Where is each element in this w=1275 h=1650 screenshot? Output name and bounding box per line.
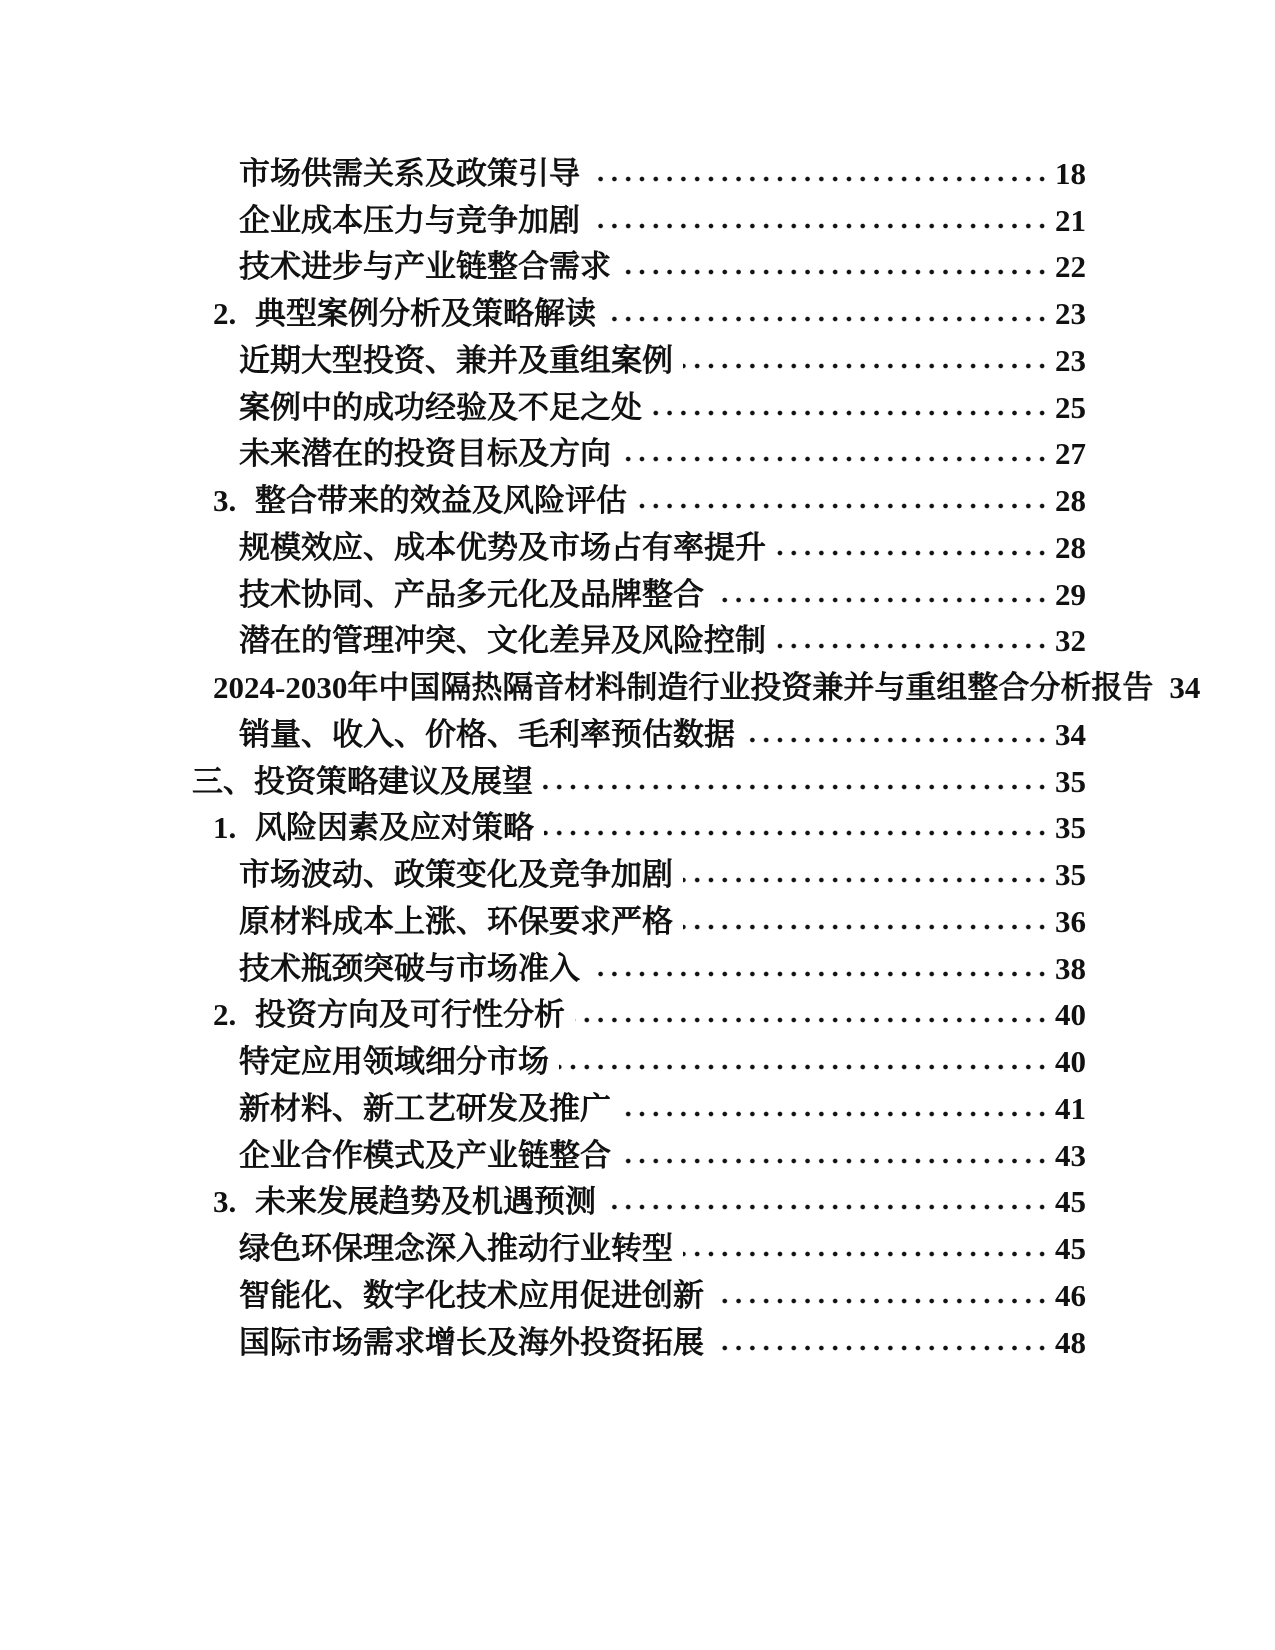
toc-entry-page: 23 (1055, 342, 1086, 378)
dot-leader (776, 638, 1049, 654)
toc-entry (0, 937, 1086, 984)
toc-entry-page: 45 (1055, 1184, 1086, 1220)
toc-entry-title: 风险因素及应对策略 (255, 810, 534, 846)
toc-entry-page: 29 (1055, 576, 1086, 612)
toc-entry-title: 企业成本压力与竞争加剧 (239, 202, 580, 238)
dot-leader (714, 592, 1049, 608)
toc-entry-number: 2. (213, 296, 237, 331)
toc-entry-title: 技术协同、产品多元化及品牌整合 (239, 576, 704, 612)
toc-entry (0, 563, 1086, 610)
toc-entry-page: 41 (1055, 1090, 1086, 1126)
toc-entry (0, 189, 1086, 236)
dot-leader (621, 451, 1049, 467)
toc-entry-page: 32 (1055, 623, 1086, 659)
toc-entry-page: 22 (1055, 249, 1086, 285)
dot-leader (745, 732, 1049, 748)
toc-entry-page: 23 (1055, 296, 1086, 331)
toc-entry-title: 整合带来的效益及风险评估 (255, 483, 627, 518)
toc-entry-title: 2024-2030年中国隔热隔音材料制造行业投资兼并与重组整合分析报告 (213, 670, 1154, 705)
toc-entry-page: 35 (1055, 857, 1086, 892)
toc-entry-title: 特定应用领域细分市场 (239, 1044, 549, 1079)
toc-entry (0, 890, 1086, 937)
dot-leader (575, 1012, 1049, 1028)
toc-entry (0, 142, 1086, 189)
toc-entry (0, 1077, 1086, 1124)
toc-entry-title: 技术瓶颈突破与市场准入 (239, 950, 580, 986)
toc-entry (0, 610, 1086, 657)
toc-entry (0, 1264, 1086, 1311)
toc-entry (0, 469, 1086, 516)
dot-leader (714, 1340, 1049, 1356)
toc-entry-page: 43 (1055, 1137, 1086, 1173)
dot-leader (590, 966, 1049, 982)
toc-entry-page: 28 (1055, 483, 1086, 518)
toc-entry-title: 销量、收入、价格、毛利率预估数据 (239, 716, 735, 752)
toc-entry-page: 45 (1055, 1231, 1086, 1266)
toc-entry-page: 35 (1055, 763, 1086, 799)
toc-entry-page: 25 (1055, 389, 1086, 425)
toc-entry-title: 国际市场需求增长及海外投资拓展 (239, 1324, 704, 1360)
dot-leader (683, 872, 1049, 888)
toc-entry (0, 656, 1201, 705)
toc-entry (0, 843, 1086, 890)
toc-entry (0, 423, 1086, 470)
dot-leader (606, 1199, 1049, 1215)
dot-leader (590, 171, 1049, 187)
toc-entry-title: 规模效应、成本优势及市场占有率提升 (239, 529, 766, 565)
toc-entry-page: 48 (1055, 1324, 1086, 1360)
toc-entry (0, 282, 1086, 329)
toc-entry (0, 1030, 1086, 1077)
toc-entry (0, 236, 1086, 283)
toc-entry (0, 329, 1086, 376)
toc-entry-title: 原材料成本上涨、环保要求严格 (239, 903, 673, 939)
toc-entry-title: 技术进步与产业链整合需求 (239, 249, 611, 285)
toc-entry (0, 376, 1086, 423)
toc-entry-title: 潜在的管理冲突、文化差异及风险控制 (239, 623, 766, 659)
dot-leader (776, 545, 1049, 561)
dot-leader (544, 825, 1049, 841)
dot-leader (559, 1059, 1049, 1075)
toc-entry-title: 绿色环保理念深入推动行业转型 (239, 1231, 673, 1266)
toc-entry-page: 36 (1055, 903, 1086, 939)
toc-entry-title: 典型案例分析及策略解读 (255, 296, 596, 331)
toc-entry-title: 案例中的成功经验及不足之处 (239, 389, 642, 425)
toc-entry-title: 未来发展趋势及机遇预测 (255, 1184, 596, 1220)
toc-entry (0, 797, 1086, 844)
dot-leader (606, 311, 1049, 327)
toc-entry-title: 市场波动、政策变化及竞争加剧 (239, 857, 673, 892)
dot-leader (637, 498, 1049, 514)
toc-entry-page: 40 (1055, 997, 1086, 1033)
toc-entry-page: 40 (1055, 1044, 1086, 1079)
toc-entry-page: 27 (1055, 436, 1086, 472)
toc-entry-page: 34 (1055, 716, 1086, 752)
toc-entry-title: 投资方向及可行性分析 (255, 997, 565, 1033)
toc-entry-page: 28 (1055, 529, 1086, 565)
toc-entry-page: 18 (1055, 155, 1086, 191)
toc-entry (0, 516, 1086, 563)
toc-entry-title: 三、投资策略建议及展望 (192, 763, 533, 799)
toc-entry (0, 703, 1086, 750)
table-of-contents (0, 142, 1201, 1360)
toc-entry (0, 1124, 1086, 1171)
toc-entry-page: 46 (1055, 1277, 1086, 1313)
toc-entry-title: 企业合作模式及产业链整合 (239, 1137, 611, 1173)
dot-leader (683, 1246, 1049, 1262)
dot-leader (714, 1293, 1049, 1309)
toc-entry (0, 750, 1086, 797)
toc-entry-number: 2. (213, 997, 237, 1033)
toc-entry-title: 智能化、数字化技术应用促进创新 (239, 1277, 704, 1313)
toc-entry (0, 1171, 1086, 1218)
toc-entry-title: 未来潜在的投资目标及方向 (239, 436, 611, 472)
toc-entry-page: 21 (1055, 202, 1086, 238)
toc-entry-title: 市场供需关系及政策引导 (239, 155, 580, 191)
toc-entry (0, 1217, 1086, 1264)
toc-entry-number: 3. (213, 1184, 237, 1220)
toc-entry-page: 34 (1169, 670, 1201, 705)
toc-entry-number: 3. (213, 483, 237, 518)
toc-entry-number: 1. (213, 810, 237, 846)
toc-entry (0, 984, 1086, 1031)
dot-leader (543, 779, 1049, 795)
dot-leader (652, 405, 1049, 421)
dot-leader (621, 264, 1049, 280)
dot-leader (683, 919, 1049, 935)
toc-entry-page: 35 (1055, 810, 1086, 846)
toc-entry-page: 38 (1055, 950, 1086, 986)
dot-leader (590, 218, 1049, 234)
toc-entry-title: 近期大型投资、兼并及重组案例 (239, 342, 673, 378)
dot-leader (683, 358, 1049, 374)
toc-entry (0, 1311, 1086, 1358)
dot-leader (621, 1106, 1049, 1122)
dot-leader (621, 1153, 1049, 1169)
toc-entry-title: 新材料、新工艺研发及推广 (239, 1090, 611, 1126)
